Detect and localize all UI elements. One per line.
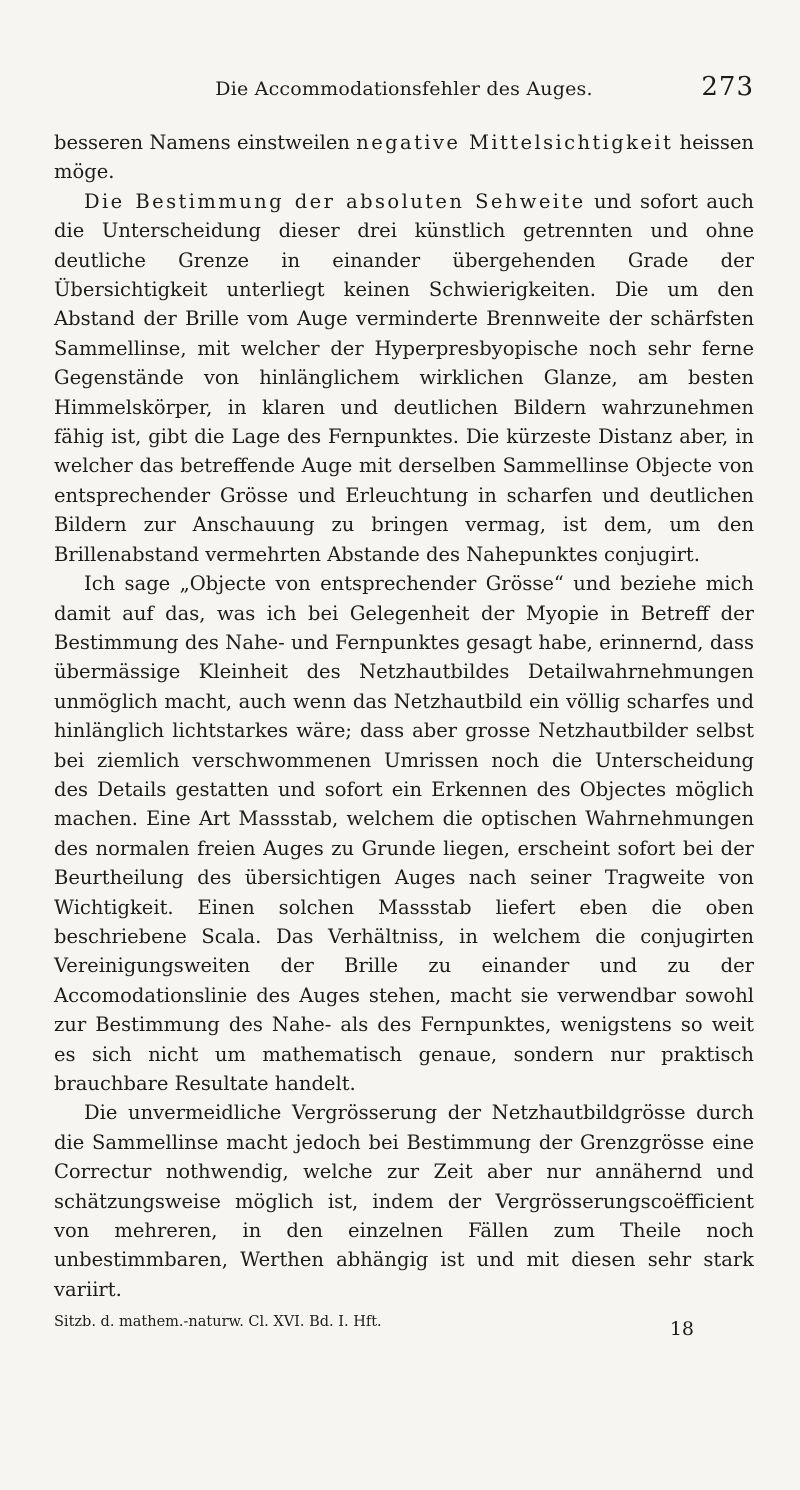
page-header xyxy=(54,72,754,114)
paragraph-1-text-start: besseren Namens einstweilen xyxy=(54,131,357,154)
page-footer xyxy=(54,1308,754,1342)
paragraph-1 xyxy=(54,128,754,187)
paragraph-2-text-end: und sofort auch die Unterscheidung dieser drei künstlich getrennten und ohne deutliche Grenze in einander übergehenden Grade der Übersichtigkeit unterliegt keinen Schwierigkeiten. Die um den Abstand der Brille vom Auge verminderte Brennweite der schärfsten Sammellinse, mit welcher der Hyperpresbyopische noch sehr ferne Gegenstände von hinlänglichem wirklichen Glanze, am besten Himmelskörper, in klaren und deutlichen Bildern wahrzunehmen fähig ist, gibt die Lage des Fernpunktes. Die kürzeste Distanz aber, in welcher das betreffende Auge mit derselben Sammellinse Objecte von entsprechender Grösse und Erleuchtung in scharfen und deutlichen Bildern zur Anschauung zu bringen vermag, ist dem, um den Brillenabstand vermehrten Abstande des Nahepunktes conjugirt. xyxy=(54,189,754,566)
paragraph-1-text-end: heissen möge. xyxy=(54,131,754,184)
paragraph-4 xyxy=(54,1098,754,1304)
paragraph-3-text: Ich sage „Objecte von entsprechender Grösse“ und beziehe mich damit auf das, was ich bei Gelegenheit der Myopie in Betreff der Bestimmung des Nahe- und Fernpunktes gesagt habe, erinnernd, dass übermässige Kleinheit des Netzhautbildes Detailwahrnehmungen unmöglich macht, auch wenn das Netzhautbild ein völlig scharfes und hinlänglich lichtstarkes wäre; dass aber grosse Netzhautbilder selbst bei ziemlich verschwommenen Umrissen noch die Unterscheidung des Details gestatten und sofort ein Erkennen des Objectes möglich machen. Eine Art Massstab, welchem die optischen Wahrnehmungen des normalen freien Auges zu Grunde liegen, erscheint sofort bei der Beurtheilung des übersichtigen Auges nach seiner Tragweite von Wichtigkeit. Einen solchen Massstab liefert eben die oben beschriebene Scala. Das Verhältniss, in welchem die conjugirten Vereinigungsweiten der Brille zu einander und zu der Accomodationslinie des Auges stehen, macht sie verwendbar sowohl zur Bestimmung des Nahe- als des Fernpunktes, wenigstens so weit es sich nicht um mathematisch genaue, sondern nur praktisch brauchbare Resultate handelt. xyxy=(54,572,754,1095)
paragraph-2-emphasis: Die Bestimmung der absoluten Sehweite xyxy=(84,189,586,213)
paragraph-3 xyxy=(54,569,754,1098)
book-page xyxy=(54,72,754,1342)
running-title: Die Accommodationsfehler des Auges. xyxy=(215,78,593,100)
body-text xyxy=(54,128,754,1304)
signature-mark: 18 xyxy=(669,1318,694,1341)
paragraph-1-emphasis: negative Mittelsichtigkeit xyxy=(356,131,674,154)
page-number: 273 xyxy=(701,72,754,102)
footnote: Sitzb. d. mathem.-naturw. Cl. XVI. Bd. I. Hft. xyxy=(54,1314,382,1331)
paragraph-2 xyxy=(54,187,754,569)
paragraph-4-text: Die unvermeidliche Vergrösserung der Netzhautbildgrösse durch die Sammellinse macht jedoch bei Bestimmung der Grenzgrösse eine Correctur nothwendig, welche zur Zeit aber nur annähernd und schätzungsweise möglich ist, indem der Vergrösserungscoëfficient von mehreren, in den einzelnen Fällen zum Theile noch unbestimmbaren, Werthen abhängig ist und mit diesen sehr stark variirt. xyxy=(54,1101,754,1301)
